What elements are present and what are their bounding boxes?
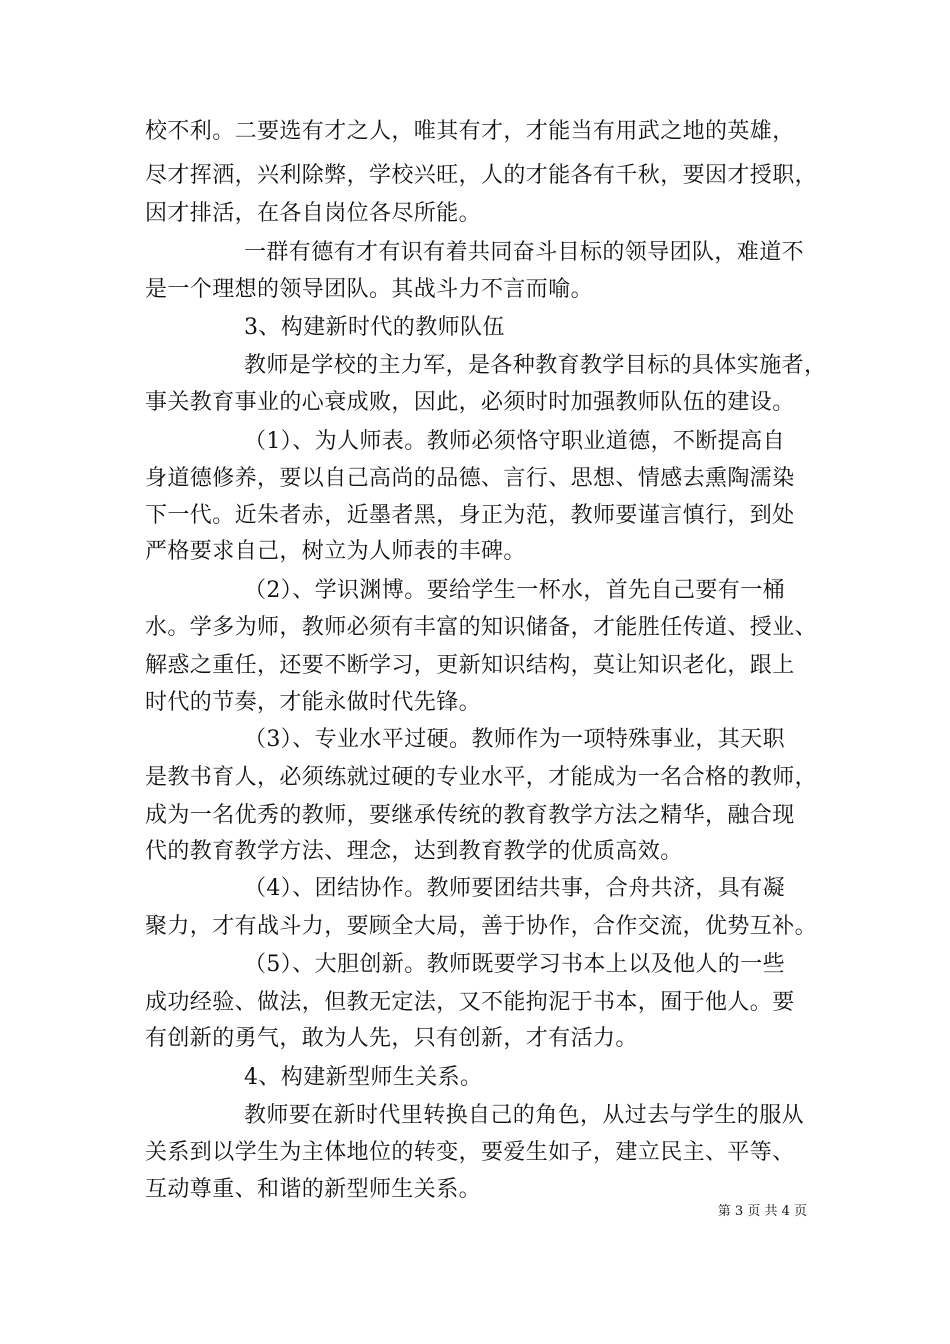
- text-line: 下一代。近朱者赤，近墨者黑，身正为范，教师要谨言慎行，到处: [145, 503, 795, 528]
- text-line: 水。学多为师，教师必须有丰富的知识储备，才能胜任传道、授业、: [145, 615, 818, 640]
- text-line: 因才排活，在各自岗位各尽所能。: [145, 201, 482, 226]
- text-line: 事关教育事业的心衰成败，因此，必须时时加强教师队伍的建设。: [145, 390, 795, 415]
- text-line: （4）、团结协作。教师要团结共事，合舟共济，具有凝: [244, 876, 785, 901]
- text-line: （2）、学识渊博。要给学生一杯水，首先自己要有一桶: [244, 578, 785, 603]
- text-line: 身道德修养，要以自己高尚的品德、言行、思想、情感去熏陶濡染: [145, 466, 795, 491]
- text-line: （5）、大胆创新。教师既要学习书本上以及他人的一些: [244, 952, 785, 977]
- text-line: 解惑之重任，还要不断学习，更新知识结构，莫让知识老化，跟上: [145, 653, 795, 678]
- text-line: 有创新的勇气，敢为人先，只有创新，才有活力。: [145, 1026, 638, 1051]
- text-line: 教师要在新时代里转换自己的角色，从过去与学生的服从: [244, 1103, 805, 1128]
- text-line: 成为一名优秀的教师，要继承传统的教育教学方法之精华，融合现: [145, 803, 795, 828]
- text-line: 严格要求自己，树立为人师表的丰碑。: [145, 539, 526, 564]
- text-line: （3）、专业水平过硬。教师作为一项特殊事业，其天职: [244, 727, 785, 752]
- text-line: 互动尊重、和谐的新型师生关系。: [145, 1177, 482, 1202]
- text-line: 教师是学校的主力军，是各种教育教学目标的具体实施者，: [244, 353, 827, 378]
- text-line: 校不利。二要选有才之人，唯其有才，才能当有用武之地的英雄，: [145, 119, 795, 144]
- text-line: 一群有德有才有识有着共同奋斗目标的领导团队，难道不: [244, 240, 805, 265]
- text-line: 代的教育教学方法、理念，达到教育教学的优质高效。: [145, 839, 683, 864]
- section-heading: 4、构建新型师生关系。: [244, 1065, 483, 1090]
- text-line: （1）、为人师表。教师必须恪守职业道德，不断提高自: [244, 429, 785, 454]
- page-number-footer: 第 3 页 共 4 页: [717, 1204, 807, 1219]
- text-line: 成功经验、做法，但教无定法，又不能拘泥于书本，囿于他人。要: [145, 990, 795, 1015]
- text-line: 时代的节奏，才能永做时代先锋。: [145, 690, 482, 715]
- text-line: 关系到以学生为主体地位的转变，要爱生如子，建立民主、平等、: [145, 1140, 795, 1165]
- text-line: 是教书育人，必须练就过硬的专业水平，才能成为一名合格的教师，: [145, 765, 818, 790]
- text-line: 是一个理想的领导团队。其战斗力不言而喻。: [145, 277, 594, 302]
- section-heading: 3、构建新时代的教师队伍: [244, 315, 505, 340]
- text-line: 聚力，才有战斗力，要顾全大局，善于协作，合作交流，优势互补。: [145, 914, 818, 939]
- text-line: 尽才挥洒，兴利除弊，学校兴旺，人的才能各有千秋，要因才授职，: [145, 163, 818, 188]
